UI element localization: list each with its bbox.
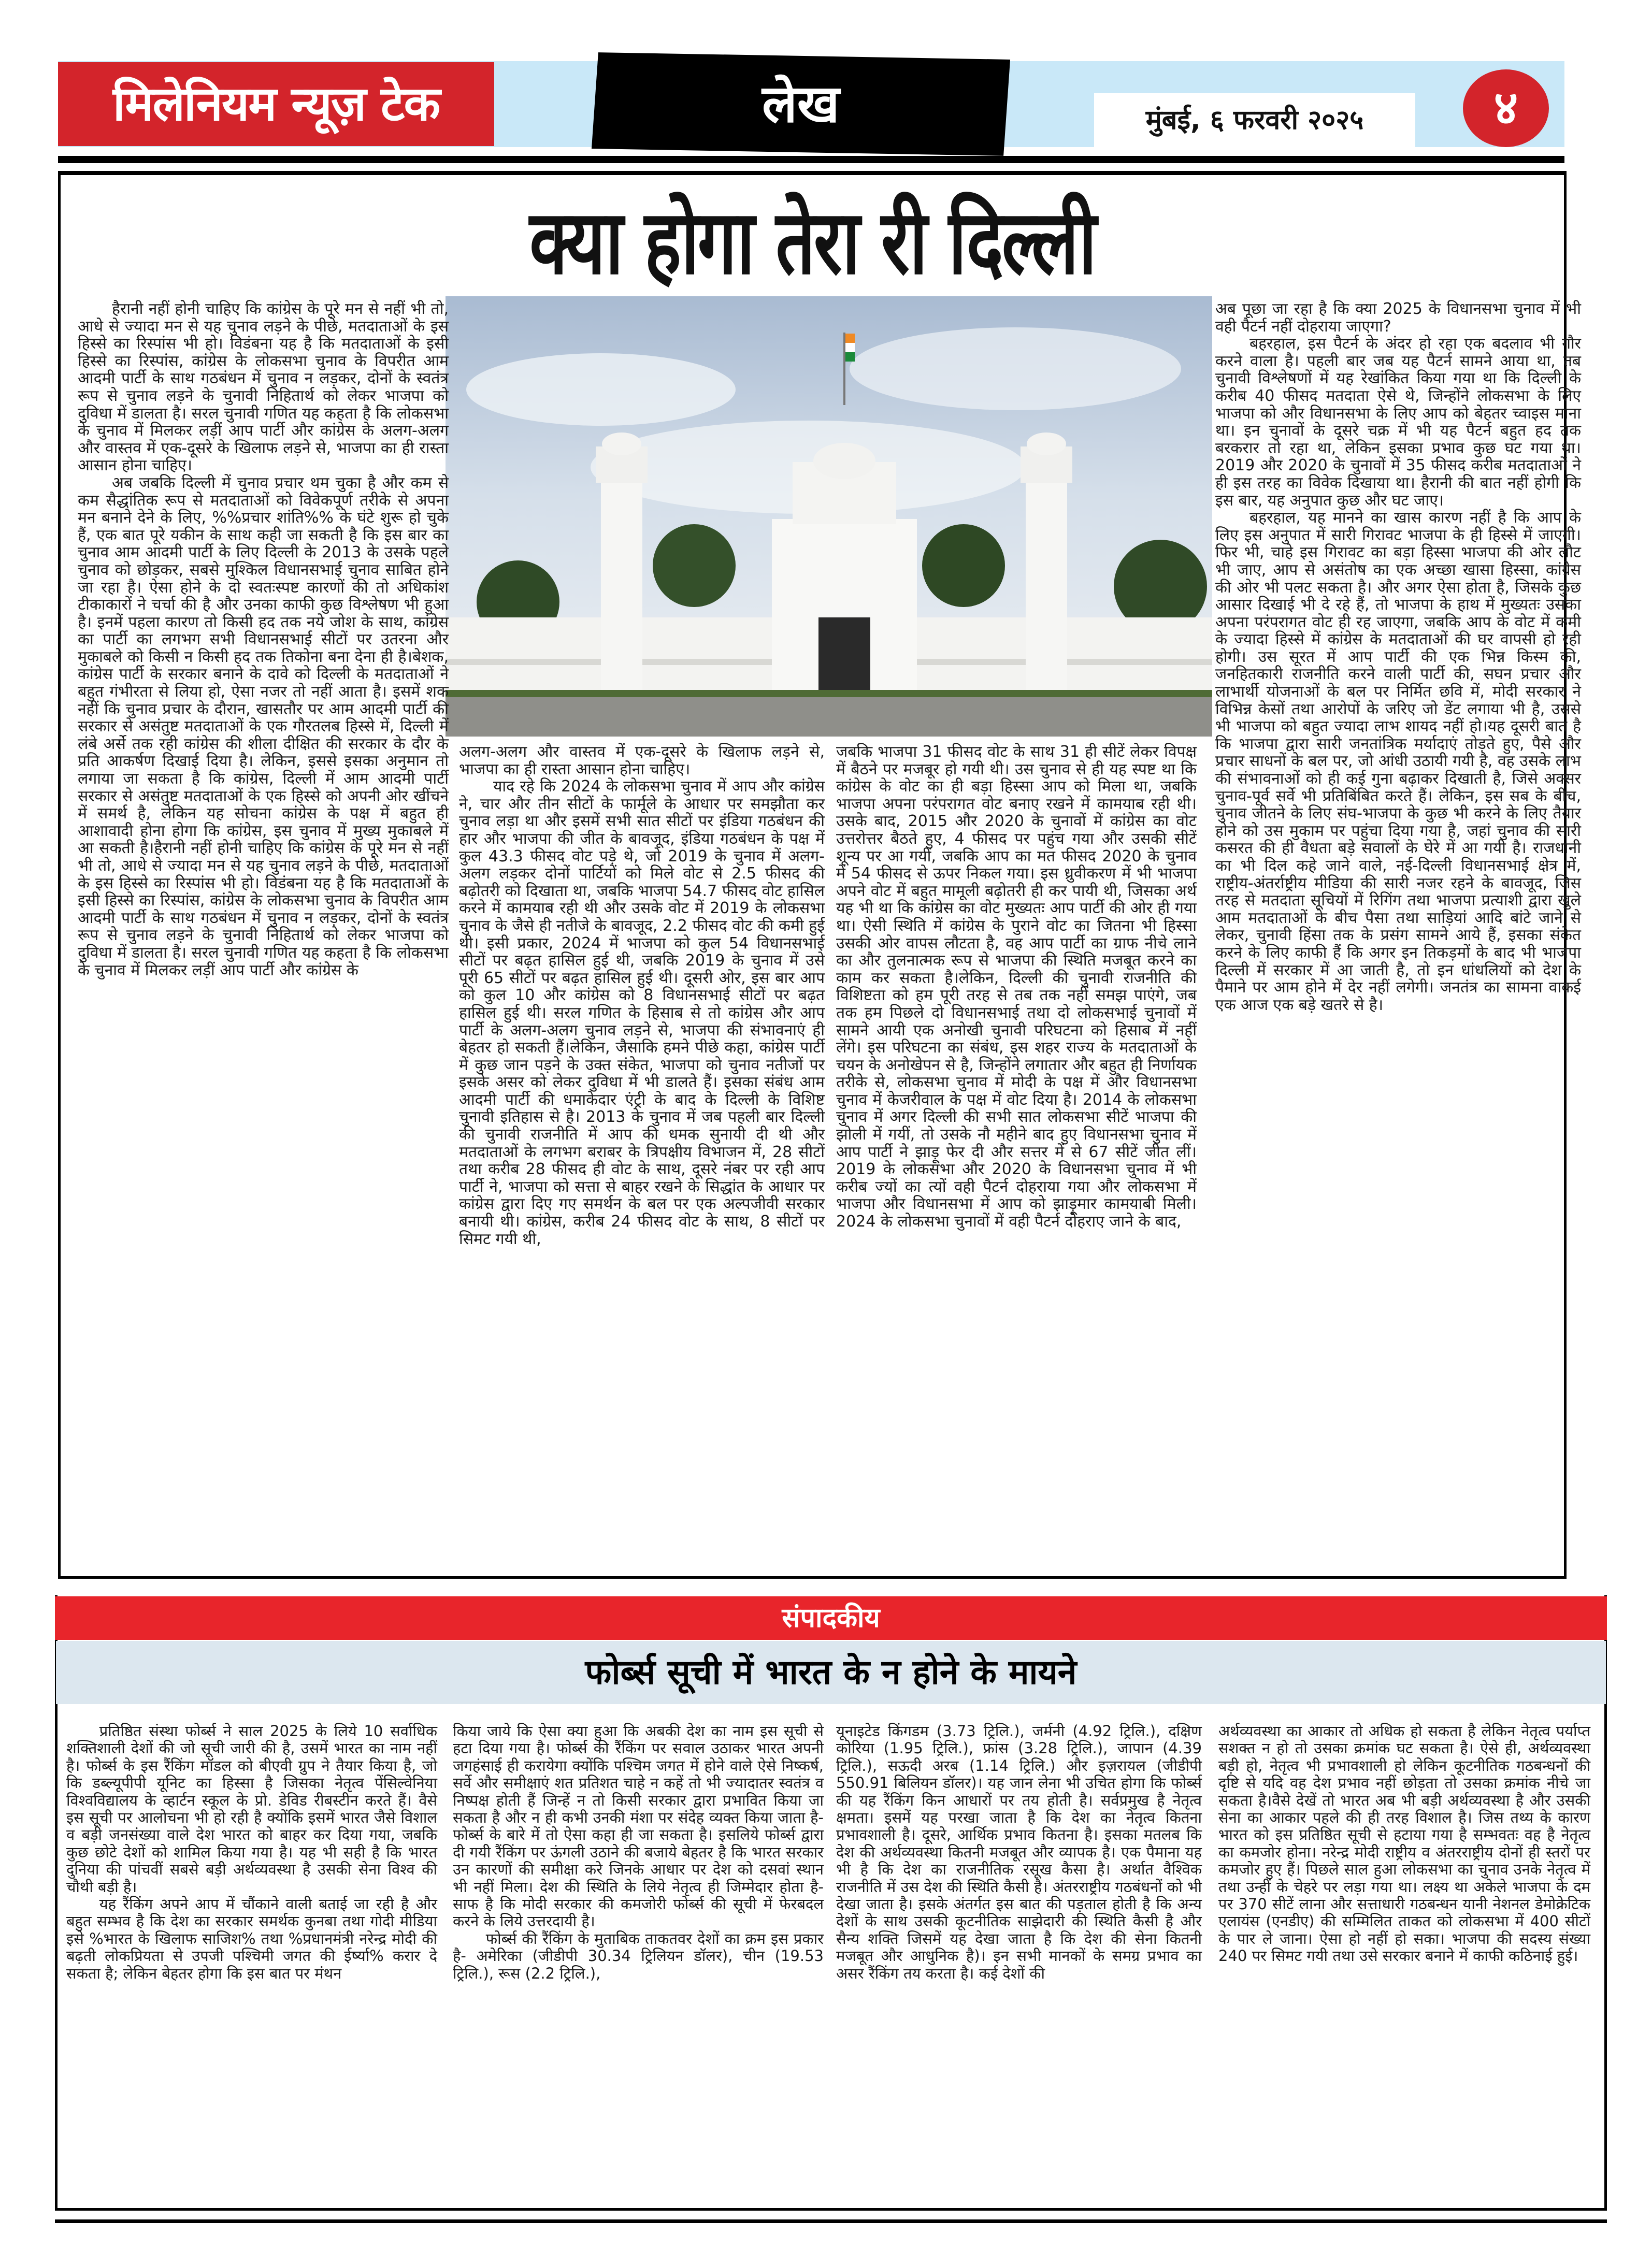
article-column-3 — [836, 743, 1197, 1231]
article-paragraph: याद रहे कि 2024 के लोकसभा चुनाव में आप और कांग्रेस ने, चार और तीन सीटों के फार्मूले के आधार पर समझौता कर चुनाव लड़ा था और इसमें सभी सात सीटों पर इंडिया गठबंधन की हार और भाजपा की जीत के बावजूद, इंडिया गठबंधन के पक्ष में कुल 43.3 फीसद वोट पड़े थे, जो 2019 के चुनाव में अलग-अलग लड़कर दोनों पार्टियों को मिले वोट से 2.5 फीसद की बढ़ोतरी को दिखाता था, जबकि भाजपा 54.7 फीसद वोट हासिल करने में कामयाब रही थी और उसके वोट में 2019 के लोकसभा चुनाव के जैसे ही नतीजे के बावजूद, 2.2 फीसद वोट की कमी हुई थी। इसी प्रकार, 2024 में भाजपा को कुल 54 विधानसभाई सीटों पर बढ़त हासिल हुई थी, जबकि 2019 के चुनाव में उसे पूरी 65 सीटों पर बढ़त हासिल हुई थी। दूसरी ओर, इस बार आप को कुल 10 और कांग्रेस को 8 विधानसभाई सीटों पर बढ़त हासिल हुई थी। सरल गणित के हिसाब से तो कांग्रेस और आप पार्टी के अलग-अलग चुनाव लड़ने से, भाजपा की संभावनाएं ही बेहतर हो सकती हैं।लेकिन, जैसाकि हमने पीछे कहा, कांग्रेस पार्टी में कुछ जान पड़ने के उक्त संकेत, भाजपा को चुनाव नतीजों पर इसके असर को लेकर दुविधा में भी डालते हैं। इसका संबंध आम आदमी पार्टी की धमाकेदार एंट्री के बाद के दिल्ली के विशिष्ट चुनावी इतिहास से है। 2013 के चुनाव में जब पहली बार दिल्ली की चुनावी राजनीति में आप की धमक सुनायी दी थी और मतदाताओं के लगभग बराबर के त्रिपक्षीय विभाजन में, 28 सीटों तथा करीब 28 फीसद ही वोट के साथ, दूसरे नंबर पर रही आप पार्टी ने, भाजपा को सत्ता से बाहर रखने के सिद्धांत के आधार पर कांग्रेस द्वारा दिए गए समर्थन के बल पर एक अल्पजीवी सरकार बनायी थी। कांग्रेस, करीब 24 फीसद वोट के साथ, 8 सीटों पर सिमट गयी थी, — [459, 777, 825, 1248]
article-paragraph: अब जबकि दिल्ली में चुनाव प्रचार थम चुका है और कम से कम सैद्धांतिक रूप से मतदाताओं को विवेकपूर्ण तरीके से अपना मन बनाने देने के लिए, %%प्रचार शांति%% के घंटे शुरू हो चुके हैं, एक बात पूरे यकीन के साथ कही जा सकती है कि इस बार का चुनाव आम आदमी पार्टी के लिए दिल्ली के 2013 के उसके पहले चुनाव को छोड़कर, सबसे मुश्किल विधानसभाई चुनाव साबित होने जा रहा है। ऐसा होने के दो स्वतःस्पष्ट कारणों की तो अधिकांश टीकाकारों ने चर्चा की है और उनका काफी कुछ विश्लेषण भी हुआ है। इनमें पहला कारण तो किसी हद तक नये जोश के साथ, कांग्रेस का पार्टी का लगभग सभी विधानसभाई सीटों पर उतरना और मुकाबले को किसी न किसी हद तक तिकोना बना देना ही है।बेशक, कांग्रेस पार्टी के सरकार बनाने के दावे को दिल्ली के मतदाताओं ने बहुत गंभीरता से लिया हो, ऐसा नजर तो नहीं आता है। इसमें शक नहीं कि चुनाव प्रचार के दौरान, खासतौर पर आम आदमी पार्टी की सरकार से असंतुष्ट मतदाताओं के एक गौरतलब हिस्से में, दिल्ली में लंबे अर्से तक रही कांग्रेस की शीला दीक्षित की सरकार के दौर के प्रति आकर्षण दिखाई दिया है। लेकिन, इससे इसका अनुमान तो लगाया जा सकता है कि कांग्रेस, दिल्ली में आम आदमी पार्टी सरकार से असंतुष्ट मतदाताओं के एक हिस्से को अपनी ओर खींचने में समर्थ है, लेकिन यह सोचना कांग्रेस के पक्ष में बहुत ही आशावादी होना होगा कि कांग्रेस, इस चुनाव में मुख्य मुकाबले में आ सकती है।हैरानी नहीं होनी चाहिए कि कांग्रेस के पूरे मन से नहीं भी तो, आधे से ज्यादा मन से यह चुनाव लड़ने के पीछे, मतदाताओं के इस हिस्से का रिस्पांस भी हो। विडंबना यह है कि मतदाताओं के इसी हिस्से का रिस्पांस, कांग्रेस के लोकसभा चुनाव के विपरीत आम आदमी पार्टी के साथ गठबंधन में चुनाव न लड़कर, दोनों के स्वतंत्र रूप से चुनाव लड़ने के चुनावी निहितार्थ को लेकर भाजपा को दुविधा में डालता है। सरल चुनावी गणित यह कहता है कि लोकसभा के चुनाव में मिलकर लड़ीं आप पार्टी और कांग्रेस के — [78, 473, 449, 979]
bottom-rule-divider — [55, 2219, 1607, 2223]
section-tag — [592, 52, 1010, 156]
article-paragraph: बहरहाल, यह मानने का खास कारण नहीं है कि आप के लिए इस अनुपात में सारी गिरावट भाजपा के ही हिस्से में जाएगी। फिर भी, चाहे इस गिरावट का बड़ा हिस्सा भाजपा की ओर लौट भी जाए, आप से असंतोष का एक अच्छा खासा हिस्सा, कांग्रेस की ओर भी पलट सकता है। और अगर ऐसा होता है, जिसके कुछ आसार दिखाई भी दे रहे हैं, तो भाजपा के हाथ में मुख्यतः उसका अपना परंपरागत वोट ही रह जाएगा, जबकि आप के वोट में कमी के ज्यादा हिस्से में कांग्रेस के मतदाताओं की घर वापसी हो रही होगी। उस सूरत में आप पार्टी की एक भिन्न किस्म की, जनहितकारी राजनीति करने वाली पार्टी की, सघन प्रचार और लाभार्थी योजनाओं के बल पर निर्मित छवि में, मोदी सरकार ने विभिन्न केसों तथा आरोपों के जरिए जो डेंट लगाया भी है, उससे भी भाजपा को बहुत ज्यादा लाभ शायद नहीं हो।यह दूसरी बात है कि भाजपा द्वारा सारी जनतांत्रिक मर्यादाएं तोड़ते हुए, पैसे और प्रचार साधनों के बल पर, जो आंधी उठायी गयी है, वह उसके लाभ की संभावनाओं को ही कई गुना बढ़ाकर दिखाती है, जिसे अक्सर चुनाव-पूर्व सर्वे भी प्रतिबिंबित करते हैं। लेकिन, इस सब के बीच, चुनाव जीतने के लिए संघ-भाजपा के कुछ भी करने के लिए तैयार होने को उस मुकाम पर पहुंचा दिया गया है, जहां चुनाव की सारी कसरत की ही वैधता बड़े सवालों के घेरे में आ गयी है। राजधानी का भी दिल कहे जाने वाले, नई-दिल्ली विधानसभाई क्षेत्र में, राष्ट्रीय-अंतर्राष्ट्रीय मीडिया की सारी नजर रहने के बावजूद, जिस तरह से मतदाता सूचियों में रिगिंग तथा भाजपा प्रत्याशी द्वारा खुले आम मतदाताओं के बीच पैसा तथा साड़ियां आदि बांटे जाने से लेकर, चुनावी हिंसा तक के प्रसंग सामने आये हैं, इसका संकेत करने के लिए काफी हैं कि अगर इन तिकड़मों के बाद भी भाजपा दिल्ली में सरकार में आ जाती है, तो इन धांधलियों को देश के पैमाने पर आम होने में देर नहीं लगेगी। जनतंत्र का सामना वाकई एक आज एक बड़े खतरे से है। — [1215, 509, 1581, 1014]
editorial-headline: फोर्ब्स सूची में भारत के न होने के मायने — [56, 1641, 1606, 1704]
editorial-column-1 — [66, 1723, 437, 1982]
masthead — [58, 61, 1564, 147]
editorial-paragraph: प्रतिष्ठित संस्था फोर्ब्स ने साल 2025 के लिये 10 सर्वाधिक शक्तिशाली देशों की जो सूची जारी की है, उसमें भारत का नाम नहीं है। फोर्ब्स के इस रैंकिंग मॉडल को बीएवी ग्रुप ने तैयार किया है, जो कि डब्ल्यूपीपी यूनिट का हिस्सा है जिसका नेतृत्व पेंसिल्वेनिया विश्वविद्यालय के व्हार्टन स्कूल के प्रो. डेविड रीबस्टीन करते हैं। वैसे इस सूची पर आलोचना भी हो रही है क्योंकि इसमें भारत जैसे विशाल व बड़ी जनसंख्या वाले देश भारत को बाहर कर दिया गया, जबकि कुछ छोटे देशों को शामिल किया गया है। यह भी सही है कि भारत दुनिया की पांचवीं सबसे बड़ी अर्थव्यवस्था है उसकी सेना विश्व की चौथी बड़ी है। — [66, 1722, 437, 1896]
editorial-column-2 — [453, 1723, 824, 1982]
editorial-paragraph: अर्थव्यवस्था का आकार तो अधिक हो सकता है लेकिन नेतृत्व पर्याप्त सशक्त न हो तो उसका क्रमांक घट सकता है। ऐसे ही, अर्थव्यवस्था बड़ी हो, नेतृत्व भी प्रभावशाली हो लेकिन कूटनीतिक गठबन्धनों की दृष्टि से यदि वह देश प्रभाव नहीं छोड़ता तो उसका क्रमांक नीचे जा सकता है।वैसे देखें तो भारत अब भी बड़ी अर्थव्यवस्था है और उसकी सेना का आकार पहले की ही तरह विशाल है। जिस तथ्य के कारण भारत को इस प्रतिष्ठित सूची से हटाया गया है सम्भवतः वह है नेतृत्व का कमजोर होना। नरेन्द्र मोदी राष्ट्रीय व अंतरराष्ट्रीय दोनों ही स्तरों पर कमजोर हुए हैं। पिछले साल हुआ लोकसभा का चुनाव उनके नेतृत्व में तथा उन्हीं के चेहरे पर लड़ा गया था। लक्ष्य था अकेले भाजपा के दम पर 370 सीटें लाना और सत्ताधारी गठबन्धन यानी नेशनल डेमोक्रेटिक एलायंस (एनडीए) की सम्मिलित ताकत को लोकसभा में 400 सीटों के पार ले जाना। ऐसा हो नहीं हो सका। भाजपा की सदस्य संख्या 240 पर सिमट गयी तथा उसे सरकार बनाने में काफी कठिनाई हुई। — [1218, 1722, 1590, 1965]
editorial-paragraph: यूनाइटेड किंगडम (3.73 ट्रिलि.), जर्मनी (4.92 ट्रिलि.), दक्षिण कोरिया (1.95 ट्रिलि.), फ्रांस (3.28 ट्रिलि.), जापान (4.39 ट्रिलि.), सऊदी अरब (1.14 ट्रिलि.) और इज़रायल (जीडीपी 550.91 बिलियन डॉलर)। यह जान लेना भी उचित होगा कि फोर्ब्स की यह रैंकिंग किन आधारों पर तय होती है। सर्वप्रमुख है नेतृत्व क्षमता। इसमें यह परखा जाता है कि देश का नेतृत्व कितना प्रभावशाली है। दूसरे, आर्थिक प्रभाव कितना है। इसका मतलब कि देश की अर्थव्यवस्था कितनी मजबूत और व्यापक है। एक पैमाना यह भी है कि देश का राजनीतिक रसूख कैसा है। अर्थात वैश्विक राजनीति में उस देश की स्थिति कैसी है। अंतरराष्ट्रीय गठबंधनों को भी देखा जाता है। इसके अंतर्गत इस बात की पड़ताल होती है कि अन्य देशों के साथ उसकी कूटनीतिक साझेदारी की स्थिति कैसी है और सैन्य शक्ति जिसमें यह देखा जाता है कि देश की सेना कितनी मजबूत और आधुनिक है)। इन सभी मानकों के समग्र प्रभाव का असर रैंकिंग तय करता है। कई देशों की — [836, 1722, 1202, 1982]
article-headline: क्या होगा तेरा री दिल्ली — [529, 190, 1095, 294]
editorial-paragraph: किया जाये कि ऐसा क्या हुआ कि अबकी देश का नाम इस सूची से हटा दिया गया है। फोर्ब्स की रैंकिंग पर सवाल उठाकर भारत अपनी जगहंसाई ही करायेगा क्योंकि पश्चिम जगत में होने वाले ऐसे निष्कर्ष, सर्वे और समीक्षाएं शत प्रतिशत चाहे न कहें तो भी ज्यादातर स्वतंत्र व निष्पक्ष होती हैं जिन्हें न तो किसी सरकार द्वारा प्रभावित किया जा सकता है और न ही कभी उनकी मंशा पर संदेह व्यक्त किया जाता है- फोर्ब्स के बारे में तो ऐसा कहा ही जा सकता है। इसलिये फोर्ब्स द्वारा दी गयी रैंकिंग पर ऊंगली उठाने की बजाये बेहतर है कि भारत सरकार उन कारणों की समीक्षा करे जिनके आधार पर देश को दसवां स्थान भी नहीं मिला। देश की स्थिति के लिये नेतृत्व ही जिम्मेदार होता है- साफ है कि मोदी सरकार की कमजोरी फोर्ब्स की सूची में फेरबदल करने के लिये उत्तरदायी है। — [453, 1722, 824, 1930]
article-paragraph: बहरहाल, इस पैटर्न के अंदर हो रहा एक बदलाव भी गौर करने वाला है। पहली बार जब यह पैटर्न सामने आया था, तब चुनावी विश्लेषणों में यह रेखांकित किया गया था कि दिल्ली के करीब 40 फीसद मतदाता ऐसे थे, जिन्होंने लोकसभा के लिए भाजपा को और विधानसभा के लिए आप को बेहतर च्वाइस माना था। इन चुनावों के दूसरे चक्र में भी यह पैटर्न बहुत हद तक बरकरार तो रहा था, लेकिन इसका प्रभाव कुछ घट गया था। 2019 और 2020 के चुनावों में 35 फीसद करीब मतदाताओं ने ही इस तरह का विवेक दिखाया था। हैरानी की बात नहीं होगी कि इस बार, यह अनुपात कुछ और घट जाए। — [1215, 335, 1581, 510]
assembly-building-image — [446, 296, 1212, 737]
editorial-column-4 — [1218, 1723, 1590, 1965]
article-paragraph: जबकि भाजपा 31 फीसद वोट के साथ 31 ही सीटें लेकर विपक्ष में बैठने पर मजबूर हो गयी थी। उस चुनाव से ही यह स्पष्ट था कि कांग्रेस के वोट का ही बड़ा हिस्सा आप को मिला था, जबकि भाजपा अपना परंपरागत वोट बनाए रखने में कामयाब रही थी। उसके बाद, 2015 और 2020 के चुनावों में कांग्रेस का वोट उत्तरोत्तर बैठते हुए, 4 फीसद पर पहुंच गया और उसकी सीटें शून्य पर आ गयीं, जबकि आप का मत फीसद 2020 के चुनाव में 54 फीसद से ऊपर निकल गया। इस ध्रुवीकरण में भी भाजपा अपने वोट में बहुत मामूली बढ़ोतरी ही कर पायी थी, जिसका अर्थ यह भी था कि कांग्रेस का वोट मुख्यतः आप पार्टी की ओर ही गया था। ऐसी स्थिति में कांग्रेस के पुराने वोट का जितना भी हिस्सा उसकी ओर वापस लौटता है, वह आप पार्टी का ग्राफ नीचे लाने का और तुलनात्मक रूप से भाजपा की स्थिति मजबूत करने का काम कर सकता है।लेकिन, दिल्ली की चुनावी राजनीति की विशिष्टता को हम पूरी तरह से तब तक नहीं समझ पाएंगे, जब तक हम पिछले दो विधानसभाई तथा दो लोकसभाई चुनावों में सामने आयी एक अनोखी चुनावी परिघटना को हिसाब में नहीं लेंगे। इस परिघटना का संबंध, इस शहर राज्य के मतदाताओं के चयन के अनोखेपन से है, जिन्होंने लगातार और बहुत ही निर्णायक तरीके से, लोकसभा चुनाव में मोदी के पक्ष में और विधानसभा चुनाव में केजरीवाल के पक्ष में वोट दिया है। 2014 के लोकसभा चुनाव में अगर दिल्ली की सभी सात लोकसभा सीटें भाजपा की झोली में गयीं, तो उसके नौ महीने बाद हुए विधानसभा चुनाव में आप पार्टी ने झाड़ू फेर दी और सत्तर में से 67 सीटें जीत लीं। 2019 के लोकसभा और 2020 के विधानसभा चुनाव में भी करीब ज्यों का त्यों वही पैटर्न दोहराया गया और लोकसभा में भाजपा और विधानसभा में आप को झाड़ूमार कामयाबी मिली। 2024 के लोकसभा चुनावों में वही पैटर्न दोहराए जाने के बाद, — [836, 743, 1197, 1231]
newspaper-logo[interactable]: मिलेनियम न्यूज़ टेक — [58, 62, 494, 146]
editorial-paragraph: यह रैंकिंग अपने आप में चौंकाने वाली बताई जा रही है और बहुत सम्भव है कि देश का सरकार समर्थक कुनबा तथा गोदी मीडिया इसे %भारत के खिलाफ साजिश% तथा %प्रधानमंत्री नरेन्द्र मोदी की बढ़ती लोकप्रियता से उपजी पश्चिमी जगत की ईर्ष्या% करार दे सकता है; लेकिन बेहतर होगा कि इस बात पर मंथन — [66, 1895, 437, 1982]
editorial-column-3 — [836, 1723, 1202, 1982]
article-photo — [446, 296, 1212, 737]
dateline: मुंबई, ६ फरवरी २०२५ — [1094, 93, 1415, 147]
article-column-1 — [78, 300, 449, 979]
editorial-section-label: संपादकीय — [55, 1596, 1607, 1640]
section-label: लेख — [762, 73, 840, 135]
article-column-4 — [1215, 300, 1581, 1014]
article-paragraph: अलग-अलग और वास्तव में एक-दूसरे के खिलाफ लड़ने से, भाजपा का ही रास्ता आसान होना चाहिए। — [459, 743, 825, 778]
article-paragraph: हैरानी नहीं होनी चाहिए कि कांग्रेस के पूरे मन से नहीं भी तो, आधे से ज्यादा मन से यह चुनाव लड़ने के पीछे, मतदाताओं के इस हिस्से का रिस्पांस भी हो। विडंबना यह है कि मतदाताओं के इसी हिस्से का रिस्पांस, कांग्रेस के लोकसभा चुनाव के विपरीत आम आदमी पार्टी के साथ गठबंधन में चुनाव न लड़कर, दोनों के स्वतंत्र रूप से चुनाव लड़ने के चुनावी निहितार्थ को लेकर भाजपा को दुविधा में डालता है। सरल चुनावी गणित यह कहता है कि लोकसभा के चुनाव में मिलकर लड़ीं आप पार्टी और कांग्रेस के अलग-अलग और वास्तव में एक-दूसरे के खिलाफ लड़ने से, भाजपा का ही रास्ता आसान होना चाहिए। — [78, 300, 449, 475]
top-rule-divider — [58, 156, 1564, 163]
article-column-2 — [459, 743, 825, 1248]
editorial-paragraph: फोर्ब्स की रैंकिंग के मुताबिक ताकतवर देशों का क्रम इस प्रकार है- अमेरिका (जीडीपी 30.34 ट्रिलियन डॉलर), चीन (19.53 ट्रिलि.), रूस (2.2 ट्रिलि.), — [453, 1929, 824, 1982]
article-paragraph: अब पूछा जा रहा है कि क्या 2025 के विधानसभा चुनाव में भी वही पैटर्न नहीं दोहराया जाएगा? — [1215, 300, 1581, 336]
page-number-badge: ४ — [1463, 69, 1549, 147]
